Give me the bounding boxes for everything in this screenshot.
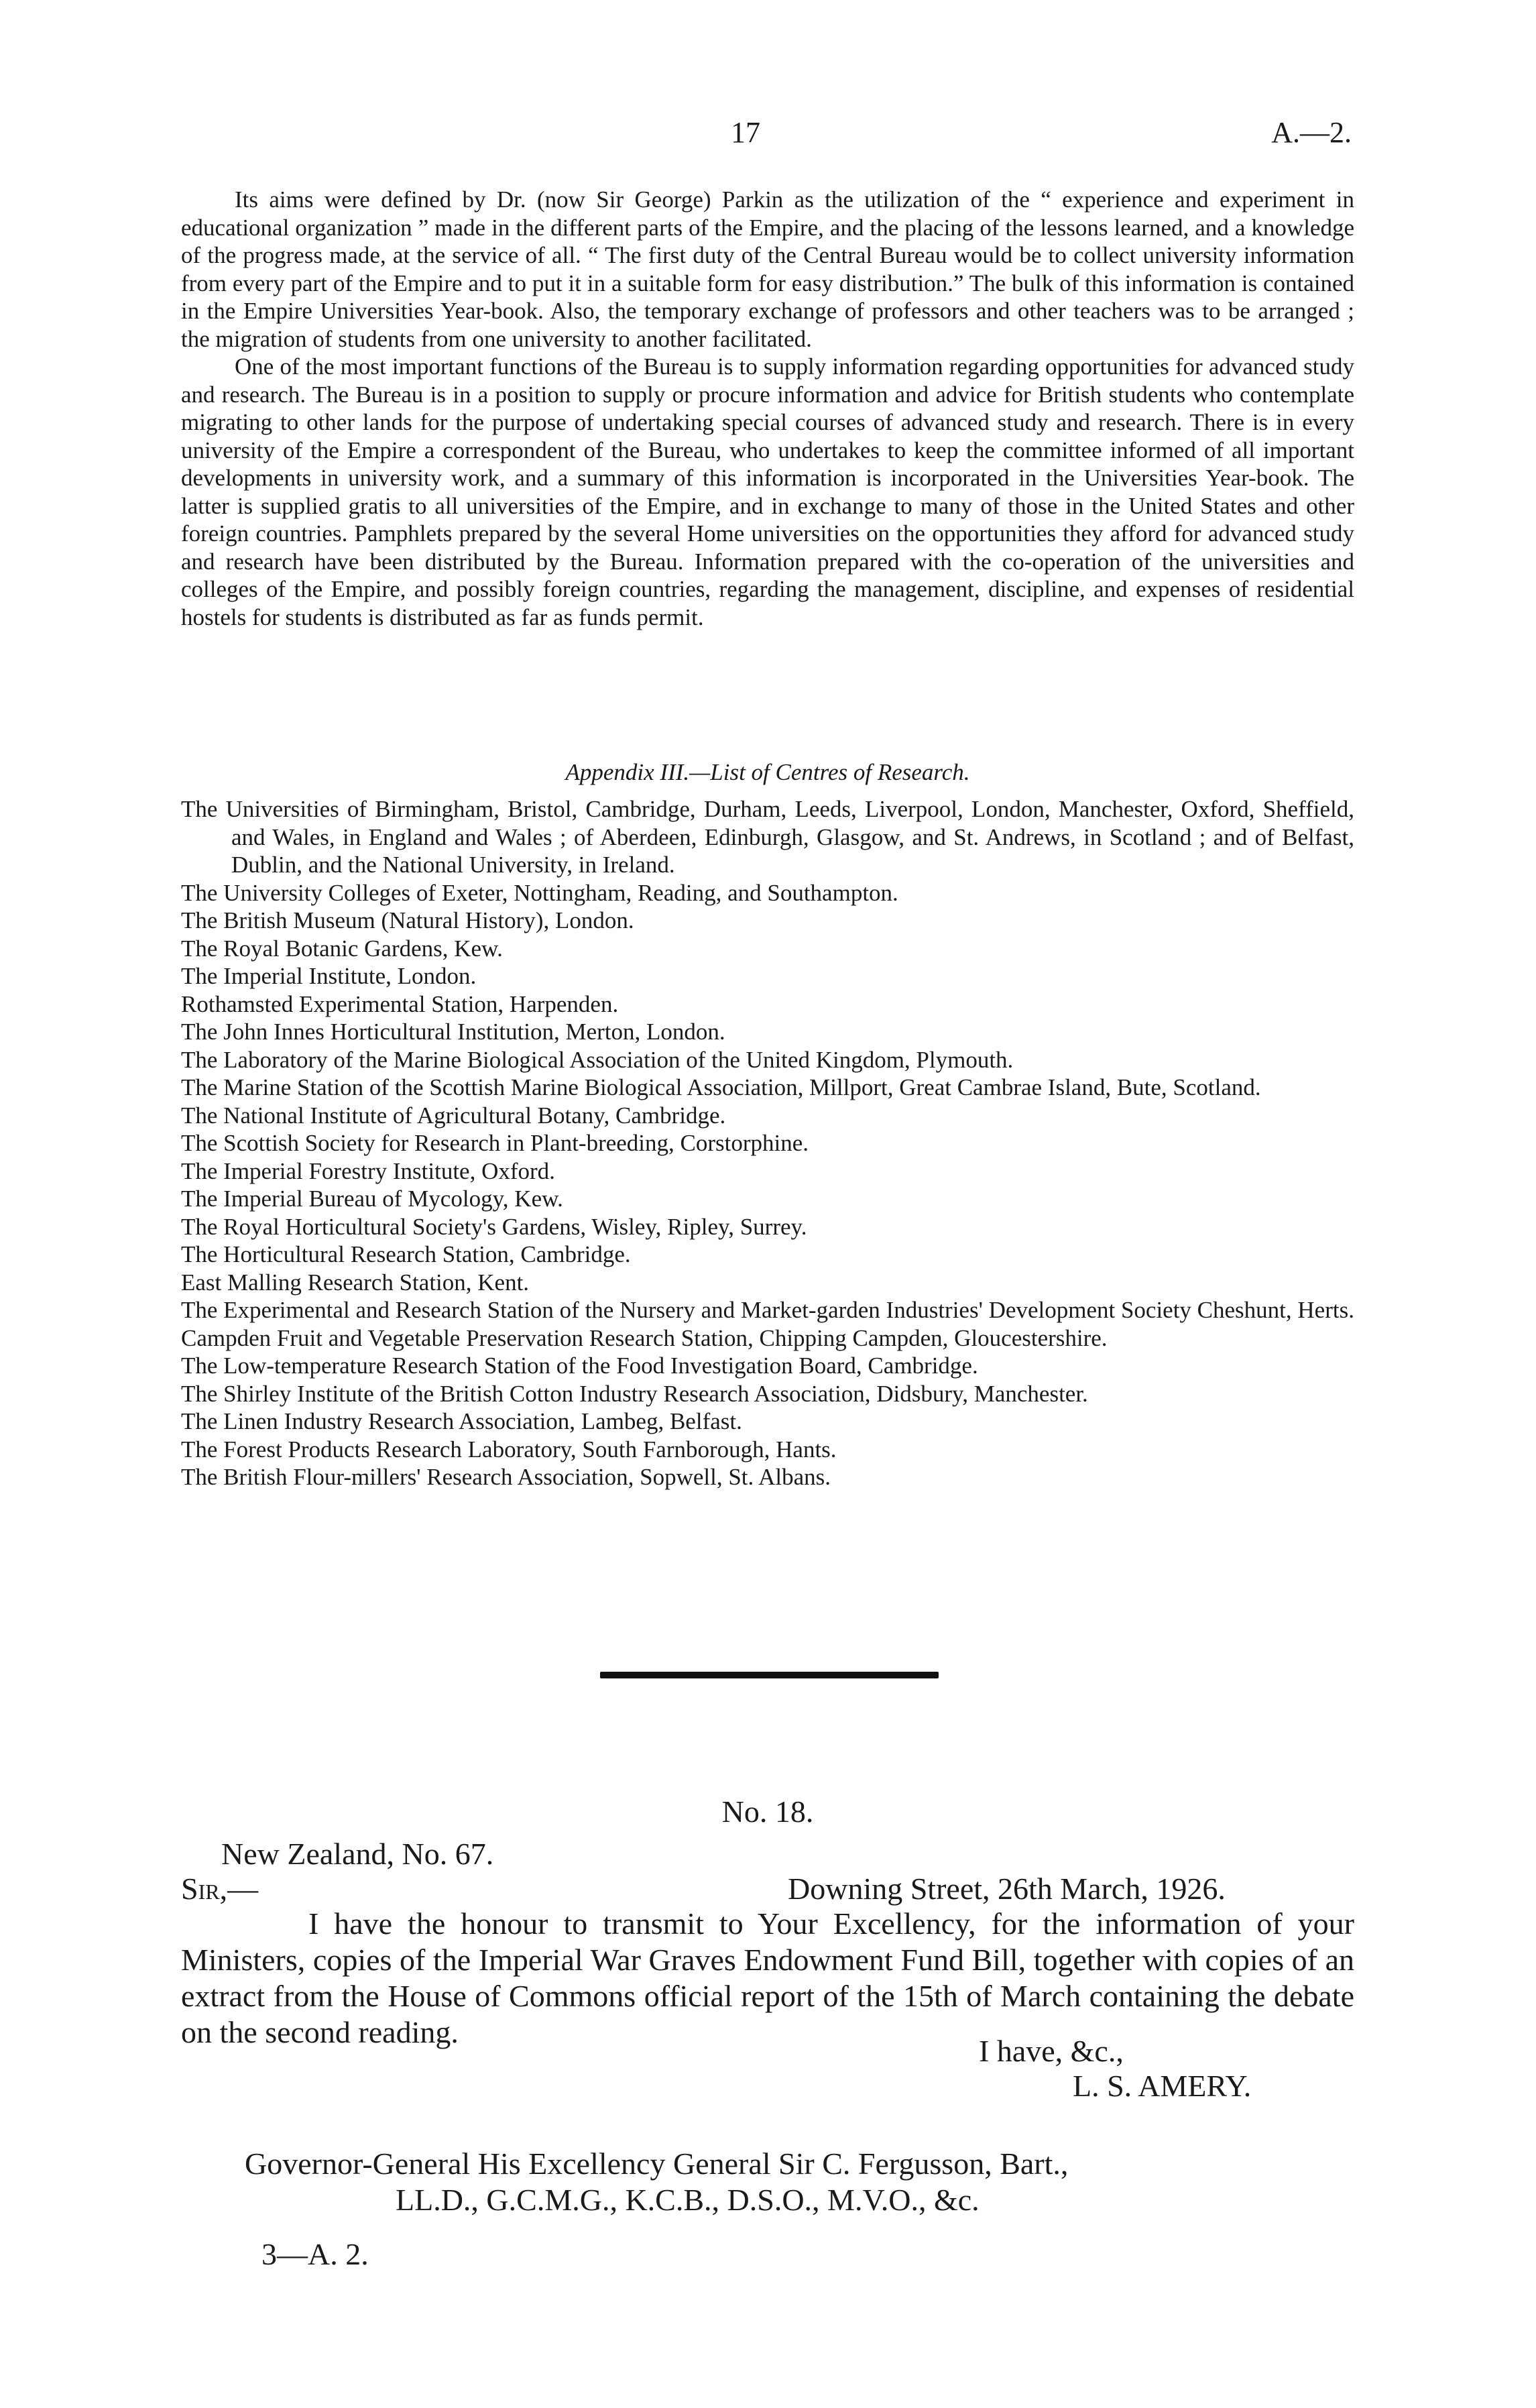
list-item: The Imperial Forestry Institute, Oxford.	[181, 1157, 555, 1184]
research-centres-list	[181, 795, 1354, 1491]
letter-closing: I have, &c.,	[979, 2034, 1124, 2068]
addressee-line: LL.D., G.C.M.G., K.C.B., D.S.O., M.V.O., &c.	[396, 2183, 980, 2217]
list-item: Rothamsted Experimental Station, Harpenden.	[181, 990, 619, 1017]
list-item: The Imperial Bureau of Mycology, Kew.	[181, 1186, 563, 1212]
list-item: The Horticultural Research Station, Cambridge.	[181, 1241, 631, 1267]
letter-addressee	[245, 2146, 1354, 2218]
list-item: The John Innes Horticultural Institution, Merton, London.	[181, 1019, 725, 1045]
file-reference: 3—A. 2.	[261, 2237, 369, 2271]
list-item: The British Flour-millers' Research Association, Sopwell, St. Albans.	[181, 1464, 831, 1490]
paragraph-functions: One of the most important functions of the Bureau is to supply information regarding opportunities for advanced study and research. The Bureau is in a position to supply or procure information and advice for British students who contemplate migrating to other lands for the purpose of undertaking special courses of advanced study and research. There is in every university of the Empire a correspondent of the Bureau, who undertakes to keep the committee informed of all important developments in university work, and a summary of this information is incorporated in the Universities Year-book. The latter is supplied gratis to all universities of the Empire, and in exchange to many of those in the United States and other foreign countries. Pamphlets prepared by the several Home universities on the opportunities they afford for advanced study and research have been distributed by the Bureau. Information prepared with the co-operation of the universities and colleges of the Empire, and possibly foreign countries, regarding the management, discipline, and expenses of residential hostels for students is distributed as far as funds permit.	[181, 353, 1354, 630]
letter-salutation: Sir,—	[181, 1872, 259, 1906]
bureau-paragraphs	[181, 186, 1354, 631]
letter-reference: New Zealand, No. 67.	[221, 1837, 494, 1871]
list-item: The Imperial Institute, London.	[181, 963, 477, 989]
list-item: The Marine Station of the Scottish Marine Biological Association, Millport, Great Cambrae Island, Bute, Scotland.	[181, 1074, 1261, 1100]
list-item: The Shirley Institute of the British Cotton Industry Research Association, Didsbury, Manchester.	[181, 1380, 1088, 1407]
document-reference: A.—2.	[1271, 116, 1352, 149]
letter-signature: L. S. AMERY.	[1073, 2069, 1252, 2103]
letter-body	[181, 1906, 1354, 2051]
list-item: The Low-temperature Research Station of the Food Investigation Board, Cambridge.	[181, 1353, 978, 1379]
list-item: The Royal Horticultural Society's Gardens, Wisley, Ripley, Surrey.	[181, 1213, 807, 1240]
appendix-heading: Appendix III.—List of Centres of Research.	[565, 759, 970, 785]
list-item: The Laboratory of the Marine Biological Association of the United Kingdom, Plymouth.	[181, 1046, 1014, 1073]
letter-number: No. 18.	[721, 1794, 814, 1829]
list-item: The British Museum (Natural History), London.	[181, 907, 634, 933]
list-item: The Universities of Birmingham, Bristol, Cambridge, Durham, Leeds, Liverpool, London, Manchester, Oxford, Sheffield, and Wales, in England and Wales ; of Aberdeen, Edinburgh, Glasgow, and St. Andrews, in Scotland ; and of Belfast, Dublin, and the National University, in Ireland.	[181, 796, 1354, 878]
letter-date-line: Downing Street, 26th March, 1926.	[788, 1872, 1226, 1906]
list-item: The Royal Botanic Gardens, Kew.	[181, 935, 503, 962]
list-item: The University Colleges of Exeter, Nottingham, Reading, and Southampton.	[181, 879, 898, 906]
paragraph-aims: Its aims were defined by Dr. (now Sir George) Parkin as the utilization of the “ experience and experiment in educational organization ” made in the different parts of the Empire, and the placing of the lessons learned, and a knowledge of the progress made, at the service of all. “ The first duty of the Central Bureau would be to collect university information from every part of the Empire and to put it in a suitable form for easy distribution.” The bulk of this information is contained in the Empire Universities Year-book. Also, the temporary exchange of professors and other teachers was to be arranged ; the migration of students from one university to another facilitated.	[181, 186, 1354, 352]
list-item: The Forest Products Research Laboratory, South Farnborough, Hants.	[181, 1436, 837, 1463]
page-number: 17	[731, 116, 760, 149]
section-divider	[600, 1672, 939, 1678]
list-item: The National Institute of Agricultural Botany, Cambridge.	[181, 1102, 726, 1129]
list-item: East Malling Research Station, Kent.	[181, 1269, 530, 1296]
list-item: The Linen Industry Research Association, Lambeg, Belfast.	[181, 1408, 742, 1434]
list-item: Campden Fruit and Vegetable Preservation Research Station, Chipping Campden, Gloucestershire.	[181, 1324, 1108, 1351]
addressee-line: Governor-General His Excellency General Sir C. Fergusson, Bart.,	[245, 2146, 1069, 2181]
list-item: The Experimental and Research Station of the Nursery and Market-garden Industries' Development Society Cheshunt, Herts.	[181, 1297, 1354, 1323]
list-item: The Scottish Society for Research in Plant-breeding, Corstorphine.	[181, 1130, 809, 1156]
letter-body-text: I have the honour to transmit to Your Excellency, for the information of your Ministers, copies of the Imperial War Graves Endowment Fund Bill, together with copies of an extract from the House of Commons official report of the 15th of March containing the debate on the second reading.	[181, 1906, 1354, 2049]
